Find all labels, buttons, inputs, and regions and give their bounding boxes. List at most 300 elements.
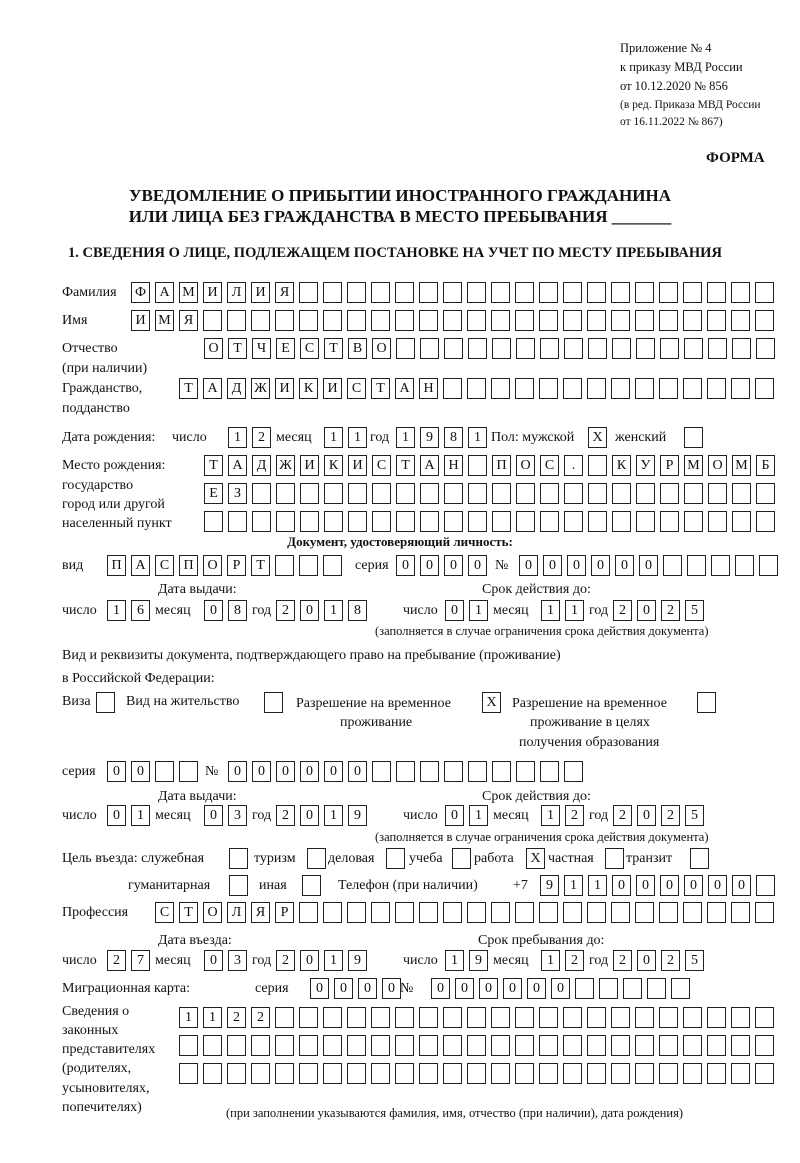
cell-birthplace2[interactable] — [732, 483, 751, 504]
cell-birthplace1[interactable]: С — [540, 455, 559, 476]
cell-name[interactable] — [227, 310, 246, 331]
cell-stay-series[interactable] — [179, 761, 198, 782]
cell-mc-number[interactable] — [599, 978, 618, 999]
cell-surname[interactable] — [443, 282, 462, 303]
cell-doc-valid-year[interactable]: 0 — [637, 600, 656, 621]
cell-until-year[interactable]: 2 — [613, 950, 632, 971]
cell-birthplace1[interactable]: К — [612, 455, 631, 476]
cell-citizenship[interactable] — [563, 378, 582, 399]
cell-entry-year[interactable]: 9 — [348, 950, 367, 971]
cell-profession[interactable]: С — [155, 902, 174, 923]
cell-profession[interactable] — [395, 902, 414, 923]
cell-profession[interactable] — [563, 902, 582, 923]
cell-profession[interactable] — [755, 902, 774, 923]
cell-until-month[interactable]: 2 — [565, 950, 584, 971]
cell-reps1[interactable]: 1 — [179, 1007, 198, 1028]
cell-doc-kind[interactable]: П — [107, 555, 126, 576]
cell-mc-number[interactable]: 0 — [527, 978, 546, 999]
cell-reps2[interactable] — [563, 1035, 582, 1056]
cell-reps2[interactable] — [731, 1035, 750, 1056]
cell-stay-number[interactable] — [516, 761, 535, 782]
cell-mc-number[interactable] — [647, 978, 666, 999]
cell-name[interactable] — [707, 310, 726, 331]
cell-doc-number[interactable] — [663, 555, 682, 576]
cell-stay-number[interactable] — [444, 761, 463, 782]
cell-mc-number[interactable] — [623, 978, 642, 999]
cell-mc-series[interactable]: 0 — [334, 978, 353, 999]
cell-doc-series[interactable]: 0 — [420, 555, 439, 576]
cell-doc-valid-year[interactable]: 2 — [661, 600, 680, 621]
cell-birthplace3[interactable] — [636, 511, 655, 532]
cell-reps3[interactable] — [731, 1063, 750, 1084]
cell-entry-day[interactable]: 7 — [131, 950, 150, 971]
checkbox-p-service[interactable] — [229, 848, 248, 869]
cell-reps2[interactable] — [539, 1035, 558, 1056]
cell-patronymic[interactable] — [468, 338, 487, 359]
cell-patronymic[interactable] — [564, 338, 583, 359]
cell-birthplace2[interactable] — [420, 483, 439, 504]
cell-birthplace2[interactable] — [684, 483, 703, 504]
cell-reps2[interactable] — [299, 1035, 318, 1056]
cell-birthplace1[interactable]: М — [684, 455, 703, 476]
cell-doc-number[interactable] — [759, 555, 778, 576]
cell-profession[interactable]: Т — [179, 902, 198, 923]
cell-doc-number[interactable]: 0 — [519, 555, 538, 576]
cell-doc-number[interactable]: 0 — [639, 555, 658, 576]
cell-phone[interactable]: 0 — [660, 875, 679, 896]
cell-stay-issue-year[interactable]: 9 — [348, 805, 367, 826]
cell-birthplace2[interactable] — [516, 483, 535, 504]
cell-birth-year[interactable]: 1 — [396, 427, 415, 448]
cell-phone[interactable]: 0 — [732, 875, 751, 896]
cell-surname[interactable] — [683, 282, 702, 303]
cell-patronymic[interactable] — [732, 338, 751, 359]
cell-birth-year[interactable]: 9 — [420, 427, 439, 448]
cell-doc-valid-year[interactable]: 5 — [685, 600, 704, 621]
cell-name[interactable] — [491, 310, 510, 331]
cell-mc-number[interactable] — [671, 978, 690, 999]
cell-phone[interactable]: 0 — [684, 875, 703, 896]
cell-stay-number[interactable]: 0 — [252, 761, 271, 782]
cell-reps3[interactable] — [635, 1063, 654, 1084]
cell-mc-number[interactable] — [575, 978, 594, 999]
cell-citizenship[interactable] — [755, 378, 774, 399]
cell-citizenship[interactable]: Ж — [251, 378, 270, 399]
cell-phone[interactable]: 0 — [636, 875, 655, 896]
cell-mc-number[interactable]: 0 — [455, 978, 474, 999]
cell-reps3[interactable] — [683, 1063, 702, 1084]
cell-doc-kind[interactable] — [275, 555, 294, 576]
cell-birth-year[interactable]: 1 — [468, 427, 487, 448]
cell-doc-valid-year[interactable]: 2 — [613, 600, 632, 621]
cell-name[interactable] — [323, 310, 342, 331]
cell-citizenship[interactable] — [443, 378, 462, 399]
cell-birthplace3[interactable] — [516, 511, 535, 532]
cell-until-year[interactable]: 2 — [661, 950, 680, 971]
cell-name[interactable] — [275, 310, 294, 331]
cell-surname[interactable] — [611, 282, 630, 303]
cell-doc-issue-year[interactable]: 8 — [348, 600, 367, 621]
cell-stay-number[interactable]: 0 — [276, 761, 295, 782]
cell-name[interactable] — [539, 310, 558, 331]
cell-profession[interactable]: О — [203, 902, 222, 923]
cell-birthplace2[interactable] — [708, 483, 727, 504]
cell-reps2[interactable] — [467, 1035, 486, 1056]
cell-citizenship[interactable]: С — [347, 378, 366, 399]
cell-doc-issue-year[interactable]: 1 — [324, 600, 343, 621]
cell-reps3[interactable] — [539, 1063, 558, 1084]
cell-reps3[interactable] — [251, 1063, 270, 1084]
cell-birthplace1[interactable] — [468, 455, 487, 476]
cell-citizenship[interactable] — [611, 378, 630, 399]
cell-birthplace2[interactable] — [468, 483, 487, 504]
cell-birthplace3[interactable] — [204, 511, 223, 532]
cell-surname[interactable]: А — [155, 282, 174, 303]
cell-reps3[interactable] — [179, 1063, 198, 1084]
cell-birthplace1[interactable]: А — [228, 455, 247, 476]
cell-reps1[interactable] — [371, 1007, 390, 1028]
cell-until-month[interactable]: 1 — [541, 950, 560, 971]
cell-profession[interactable] — [659, 902, 678, 923]
cell-reps3[interactable] — [755, 1063, 774, 1084]
cell-doc-kind[interactable]: Т — [251, 555, 270, 576]
cell-birth-day[interactable]: 2 — [252, 427, 271, 448]
cell-doc-kind[interactable]: Р — [227, 555, 246, 576]
cell-citizenship[interactable]: А — [395, 378, 414, 399]
cell-name[interactable] — [443, 310, 462, 331]
cell-birth-day[interactable]: 1 — [228, 427, 247, 448]
cell-birthplace3[interactable] — [660, 511, 679, 532]
cell-profession[interactable] — [515, 902, 534, 923]
cell-citizenship[interactable]: И — [275, 378, 294, 399]
cell-stay-issue-year[interactable]: 0 — [300, 805, 319, 826]
cell-patronymic[interactable] — [636, 338, 655, 359]
cell-birthplace3[interactable] — [324, 511, 343, 532]
cell-stay-valid-year[interactable]: 2 — [613, 805, 632, 826]
cell-doc-issue-month[interactable]: 0 — [204, 600, 223, 621]
cell-stay-number[interactable] — [396, 761, 415, 782]
cell-reps1[interactable] — [491, 1007, 510, 1028]
cell-reps1[interactable]: 1 — [203, 1007, 222, 1028]
cell-birthplace1[interactable]: С — [372, 455, 391, 476]
cell-birthplace2[interactable]: З — [228, 483, 247, 504]
cell-reps1[interactable] — [683, 1007, 702, 1028]
cell-profession[interactable] — [299, 902, 318, 923]
cell-surname[interactable] — [515, 282, 534, 303]
cell-profession[interactable] — [587, 902, 606, 923]
cell-patronymic[interactable]: Ч — [252, 338, 271, 359]
cell-birthplace1[interactable]: У — [636, 455, 655, 476]
cell-name[interactable] — [683, 310, 702, 331]
cell-reps2[interactable] — [179, 1035, 198, 1056]
cell-reps2[interactable] — [707, 1035, 726, 1056]
cell-stay-number[interactable] — [468, 761, 487, 782]
cell-doc-number[interactable] — [735, 555, 754, 576]
cell-reps1[interactable] — [587, 1007, 606, 1028]
cell-reps3[interactable] — [467, 1063, 486, 1084]
cell-doc-kind[interactable] — [299, 555, 318, 576]
cell-profession[interactable] — [635, 902, 654, 923]
cell-patronymic[interactable] — [492, 338, 511, 359]
cell-reps1[interactable] — [443, 1007, 462, 1028]
cell-birthplace1[interactable]: Т — [204, 455, 223, 476]
cell-surname[interactable] — [299, 282, 318, 303]
cell-patronymic[interactable]: В — [348, 338, 367, 359]
cell-doc-number[interactable]: 0 — [567, 555, 586, 576]
cell-reps2[interactable] — [275, 1035, 294, 1056]
cell-name[interactable] — [395, 310, 414, 331]
cell-reps3[interactable] — [707, 1063, 726, 1084]
cell-citizenship[interactable] — [683, 378, 702, 399]
cell-reps1[interactable] — [323, 1007, 342, 1028]
cell-phone[interactable] — [756, 875, 775, 896]
cell-stay-number[interactable]: 0 — [228, 761, 247, 782]
cell-reps3[interactable] — [323, 1063, 342, 1084]
cell-birthplace3[interactable] — [708, 511, 727, 532]
cell-profession[interactable] — [539, 902, 558, 923]
cell-birthplace1[interactable] — [588, 455, 607, 476]
cell-doc-series[interactable]: 0 — [468, 555, 487, 576]
cell-mc-number[interactable]: 0 — [431, 978, 450, 999]
cell-birthplace1[interactable]: Ж — [276, 455, 295, 476]
cell-patronymic[interactable] — [420, 338, 439, 359]
cell-birthplace2[interactable] — [756, 483, 775, 504]
cell-doc-valid-month[interactable]: 1 — [565, 600, 584, 621]
cell-entry-month[interactable]: 0 — [204, 950, 223, 971]
cell-name[interactable] — [755, 310, 774, 331]
cell-citizenship[interactable] — [707, 378, 726, 399]
cell-name[interactable] — [467, 310, 486, 331]
cell-birthplace1[interactable]: А — [420, 455, 439, 476]
cell-profession[interactable] — [419, 902, 438, 923]
cell-surname[interactable] — [659, 282, 678, 303]
cell-name[interactable] — [203, 310, 222, 331]
cell-doc-number[interactable] — [711, 555, 730, 576]
cell-citizenship[interactable] — [635, 378, 654, 399]
cell-birthplace1[interactable]: О — [708, 455, 727, 476]
cell-doc-issue-month[interactable]: 8 — [228, 600, 247, 621]
cell-doc-issue-year[interactable]: 2 — [276, 600, 295, 621]
cell-birthplace1[interactable]: М — [732, 455, 751, 476]
cell-birthplace2[interactable] — [396, 483, 415, 504]
cell-birthplace1[interactable]: К — [324, 455, 343, 476]
checkbox-visa[interactable] — [96, 692, 115, 713]
cell-patronymic[interactable] — [756, 338, 775, 359]
cell-doc-number[interactable]: 0 — [591, 555, 610, 576]
cell-doc-issue-day[interactable]: 1 — [107, 600, 126, 621]
cell-stay-number[interactable] — [492, 761, 511, 782]
cell-reps2[interactable] — [395, 1035, 414, 1056]
cell-name[interactable] — [611, 310, 630, 331]
cell-reps2[interactable] — [659, 1035, 678, 1056]
cell-stay-valid-month[interactable]: 2 — [565, 805, 584, 826]
cell-doc-kind[interactable] — [323, 555, 342, 576]
cell-citizenship[interactable] — [515, 378, 534, 399]
checkbox-trpe[interactable] — [697, 692, 716, 713]
cell-reps2[interactable] — [443, 1035, 462, 1056]
cell-reps1[interactable] — [707, 1007, 726, 1028]
cell-doc-number[interactable]: 0 — [615, 555, 634, 576]
cell-patronymic[interactable]: Т — [228, 338, 247, 359]
cell-birthplace2[interactable] — [492, 483, 511, 504]
cell-patronymic[interactable] — [516, 338, 535, 359]
cell-mc-series[interactable]: 0 — [382, 978, 401, 999]
cell-reps1[interactable] — [299, 1007, 318, 1028]
cell-surname[interactable] — [395, 282, 414, 303]
cell-birthplace1[interactable]: Д — [252, 455, 271, 476]
cell-stay-valid-month[interactable]: 1 — [541, 805, 560, 826]
cell-name[interactable] — [731, 310, 750, 331]
cell-patronymic[interactable]: О — [204, 338, 223, 359]
cell-citizenship[interactable] — [491, 378, 510, 399]
cell-reps1[interactable] — [347, 1007, 366, 1028]
checkbox-p-private[interactable] — [605, 848, 624, 869]
cell-stay-series[interactable]: 0 — [131, 761, 150, 782]
checkbox-p-transit[interactable] — [690, 848, 709, 869]
cell-phone[interactable]: 0 — [708, 875, 727, 896]
cell-birthplace3[interactable] — [468, 511, 487, 532]
cell-stay-number[interactable]: 0 — [324, 761, 343, 782]
cell-reps2[interactable] — [227, 1035, 246, 1056]
cell-profession[interactable] — [731, 902, 750, 923]
cell-birthplace2[interactable] — [252, 483, 271, 504]
cell-profession[interactable]: Р — [275, 902, 294, 923]
cell-reps3[interactable] — [371, 1063, 390, 1084]
cell-name[interactable]: Я — [179, 310, 198, 331]
cell-citizenship[interactable] — [467, 378, 486, 399]
cell-name[interactable] — [371, 310, 390, 331]
cell-stay-issue-day[interactable]: 1 — [131, 805, 150, 826]
cell-birthplace1[interactable]: Б — [756, 455, 775, 476]
cell-surname[interactable] — [539, 282, 558, 303]
cell-citizenship[interactable] — [731, 378, 750, 399]
cell-birthplace3[interactable] — [564, 511, 583, 532]
cell-entry-year[interactable]: 2 — [276, 950, 295, 971]
cell-patronymic[interactable]: Е — [276, 338, 295, 359]
cell-birthplace2[interactable] — [588, 483, 607, 504]
cell-birthplace3[interactable] — [252, 511, 271, 532]
cell-citizenship[interactable]: А — [203, 378, 222, 399]
cell-birthplace2[interactable] — [540, 483, 559, 504]
cell-mc-number[interactable]: 0 — [551, 978, 570, 999]
cell-birthplace3[interactable] — [348, 511, 367, 532]
cell-birthplace2[interactable] — [612, 483, 631, 504]
cell-name[interactable] — [635, 310, 654, 331]
cell-mc-number[interactable]: 0 — [479, 978, 498, 999]
cell-patronymic[interactable] — [588, 338, 607, 359]
cell-until-day[interactable]: 1 — [445, 950, 464, 971]
cell-birthplace3[interactable] — [492, 511, 511, 532]
cell-reps1[interactable] — [395, 1007, 414, 1028]
cell-profession[interactable] — [611, 902, 630, 923]
cell-birth-month[interactable]: 1 — [324, 427, 343, 448]
cell-surname[interactable] — [491, 282, 510, 303]
cell-doc-kind[interactable]: П — [179, 555, 198, 576]
cell-citizenship[interactable]: Т — [179, 378, 198, 399]
checkbox-trp[interactable]: X — [482, 692, 501, 713]
cell-citizenship[interactable] — [539, 378, 558, 399]
cell-birthplace2[interactable] — [300, 483, 319, 504]
cell-mc-series[interactable]: 0 — [358, 978, 377, 999]
cell-reps2[interactable] — [755, 1035, 774, 1056]
cell-surname[interactable] — [419, 282, 438, 303]
cell-name[interactable] — [659, 310, 678, 331]
cell-citizenship[interactable]: Д — [227, 378, 246, 399]
cell-phone[interactable]: 1 — [564, 875, 583, 896]
cell-citizenship[interactable]: Т — [371, 378, 390, 399]
cell-doc-series[interactable]: 0 — [396, 555, 415, 576]
cell-reps3[interactable] — [299, 1063, 318, 1084]
cell-stay-valid-year[interactable]: 5 — [685, 805, 704, 826]
cell-name[interactable] — [563, 310, 582, 331]
cell-reps1[interactable] — [539, 1007, 558, 1028]
cell-patronymic[interactable]: О — [372, 338, 391, 359]
cell-citizenship[interactable] — [659, 378, 678, 399]
cell-entry-year[interactable]: 0 — [300, 950, 319, 971]
cell-reps3[interactable] — [515, 1063, 534, 1084]
cell-patronymic[interactable] — [540, 338, 559, 359]
cell-birthplace3[interactable] — [228, 511, 247, 532]
cell-stay-series[interactable] — [155, 761, 174, 782]
cell-birthplace3[interactable] — [612, 511, 631, 532]
cell-reps3[interactable] — [659, 1063, 678, 1084]
cell-mc-series[interactable]: 0 — [310, 978, 329, 999]
cell-name[interactable] — [515, 310, 534, 331]
cell-doc-number[interactable]: 0 — [543, 555, 562, 576]
cell-birthplace2[interactable] — [444, 483, 463, 504]
cell-reps2[interactable] — [515, 1035, 534, 1056]
cell-doc-kind[interactable]: А — [131, 555, 150, 576]
cell-reps2[interactable] — [419, 1035, 438, 1056]
cell-birthplace2[interactable] — [372, 483, 391, 504]
cell-surname[interactable]: И — [203, 282, 222, 303]
cell-stay-issue-year[interactable]: 2 — [276, 805, 295, 826]
cell-surname[interactable]: Я — [275, 282, 294, 303]
cell-citizenship[interactable]: Н — [419, 378, 438, 399]
cell-reps1[interactable] — [635, 1007, 654, 1028]
cell-birthplace1[interactable]: П — [492, 455, 511, 476]
checkbox-p-study[interactable] — [452, 848, 471, 869]
cell-reps3[interactable] — [443, 1063, 462, 1084]
cell-stay-number[interactable] — [420, 761, 439, 782]
cell-surname[interactable]: Л — [227, 282, 246, 303]
checkbox-p-other[interactable] — [302, 875, 321, 896]
cell-birthplace3[interactable] — [444, 511, 463, 532]
cell-birthplace2[interactable] — [276, 483, 295, 504]
cell-reps2[interactable] — [491, 1035, 510, 1056]
cell-reps3[interactable] — [419, 1063, 438, 1084]
cell-profession[interactable] — [371, 902, 390, 923]
cell-birthplace3[interactable] — [396, 511, 415, 532]
cell-reps2[interactable] — [323, 1035, 342, 1056]
cell-reps3[interactable] — [227, 1063, 246, 1084]
cell-reps1[interactable] — [275, 1007, 294, 1028]
cell-patronymic[interactable] — [396, 338, 415, 359]
checkbox-p-business[interactable] — [386, 848, 405, 869]
cell-stay-number[interactable] — [564, 761, 583, 782]
cell-reps3[interactable] — [611, 1063, 630, 1084]
cell-reps3[interactable] — [587, 1063, 606, 1084]
cell-profession[interactable]: Я — [251, 902, 270, 923]
cell-doc-kind[interactable]: С — [155, 555, 174, 576]
cell-surname[interactable] — [371, 282, 390, 303]
cell-reps2[interactable] — [347, 1035, 366, 1056]
cell-name[interactable] — [419, 310, 438, 331]
cell-patronymic[interactable] — [612, 338, 631, 359]
cell-birthplace1[interactable]: И — [348, 455, 367, 476]
cell-profession[interactable]: Л — [227, 902, 246, 923]
cell-reps3[interactable] — [563, 1063, 582, 1084]
